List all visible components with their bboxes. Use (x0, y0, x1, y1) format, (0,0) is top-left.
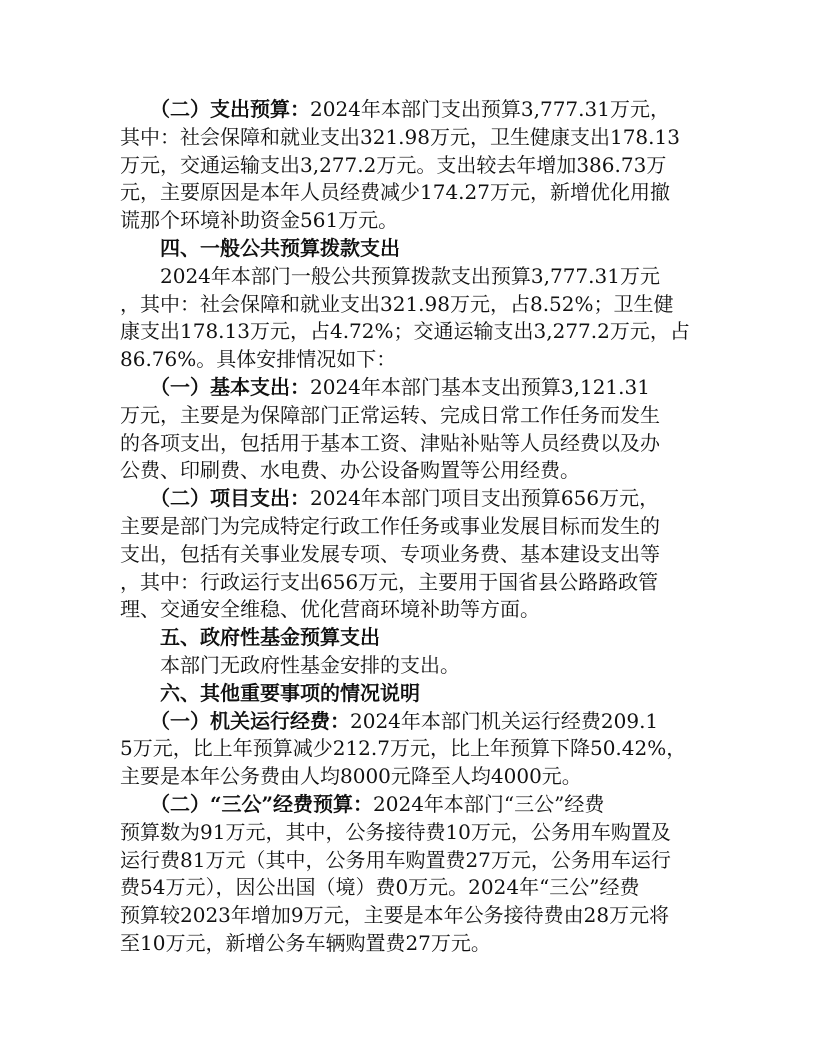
line-text: 2024年本部门机关运行经费209.1 (350, 709, 659, 733)
heading-text: 五、政府性基金预算支出 (120, 625, 380, 649)
line-text: 主要是本年公务费由人均8000元降至人均4000元。 (120, 764, 582, 788)
text-line (120, 318, 690, 344)
line-text: ，其中：行政运行支出656万元，主要用于国省县公路路政管 (120, 570, 659, 594)
line-text: 本部门无政府性基金安排的支出。 (120, 653, 460, 677)
text-line (120, 152, 666, 178)
text-line (120, 179, 670, 205)
text-line (120, 541, 660, 567)
line-text: 万元，交通运输支出3,277.2万元。支出较去年增加386.73万 (120, 153, 667, 177)
line-text: 的各项支出，包括用于基本工资、津贴补贴等人员经费以及办 (120, 431, 660, 455)
line-text: 2024年本部门项目支出预算656万元， (310, 486, 660, 510)
line-text: 86.76%。具体安排情况如下： (120, 347, 397, 371)
line-lead: （一）机关运行经费： (120, 709, 350, 733)
text-line (120, 457, 580, 483)
section-heading (120, 680, 420, 706)
line-text: 康支出178.13万元，占4.72%；交通运输支出3,277.2万元，占 (120, 319, 690, 343)
text-line (120, 708, 658, 734)
line-text: 主要是部门为完成特定行政工作任务或事业发展目标而发生的 (120, 514, 660, 538)
line-text: 5万元，比上年预算减少212.7万元，比上年预算下降50.42%， (120, 736, 687, 760)
line-text: 预算数为91万元，其中，公务接待费10万元，公务用车购置及 (120, 820, 671, 844)
line-text: 理、交通安全维稳、优化营商环境补助等方面。 (120, 597, 540, 621)
text-line (120, 402, 660, 428)
line-lead: （一）基本支出： (120, 375, 310, 399)
text-line (120, 96, 670, 122)
line-text: ，其中：社会保障和就业支出321.98万元，占8.52%；卫生健 (120, 292, 674, 316)
text-line (120, 569, 658, 595)
text-line (120, 430, 660, 456)
text-line (120, 263, 660, 289)
line-lead: （二）支出预算： (120, 97, 310, 121)
text-line (120, 596, 540, 622)
text-line (120, 652, 460, 678)
line-text: 2024年本部门一般公共预算拨款支出预算3,777.31万元 (120, 264, 660, 288)
line-text: 至10万元，新增公务车辆购置费27万元。 (120, 931, 491, 955)
line-text: 谎那个环境补助资金561万元。 (120, 208, 399, 232)
line-text: 运行费81万元（其中，公务用车购置费27万元，公务用车运行 (120, 848, 671, 872)
text-line (120, 930, 491, 956)
line-text: 支出，包括有关事业发展专项、专项业务费、基本建设支出等 (120, 542, 660, 566)
text-line (120, 207, 398, 233)
section-heading (120, 624, 380, 650)
text-line (120, 763, 582, 789)
line-text: 其中：社会保障和就业支出321.98万元，卫生健康支出178.13 (120, 125, 680, 149)
line-text: 2024年本部门支出预算3,777.31万元， (310, 97, 670, 121)
text-line (120, 735, 686, 761)
heading-text: 四、一般公共预算拨款支出 (120, 236, 400, 260)
text-line (120, 902, 669, 928)
line-text: 万元，主要是为保障部门正常运转、完成日常工作任务而发生 (120, 403, 660, 427)
section-heading (120, 235, 400, 261)
text-line (120, 791, 604, 817)
heading-text: 六、其他重要事项的情况说明 (120, 681, 420, 705)
line-text: 预算较2023年增加9万元，主要是本年公务接待费由28万元将 (120, 903, 670, 927)
line-lead: （二）“三公”经费预算： (120, 792, 374, 816)
line-text: 公费、印刷费、水电费、办公设备购置等公用经费。 (120, 458, 580, 482)
text-line (120, 513, 660, 539)
text-line (120, 374, 650, 400)
line-text: 2024年本部门基本支出预算3,121.31 (310, 375, 650, 399)
text-line (120, 124, 680, 150)
line-text: 费54万元），因公出国（境）费0万元。2024年“三公”经费 (120, 875, 640, 899)
line-text: 2024年本部门“三公”经费 (373, 792, 605, 816)
text-line (120, 847, 671, 873)
line-text: 元，主要原因是本年人员经费减少174.27万元，新增优化用撤 (120, 180, 670, 204)
text-line (120, 485, 659, 511)
text-line (120, 291, 674, 317)
text-line (120, 346, 396, 372)
line-lead: （二）项目支出： (120, 486, 310, 510)
text-line (120, 874, 640, 900)
text-line (120, 819, 671, 845)
